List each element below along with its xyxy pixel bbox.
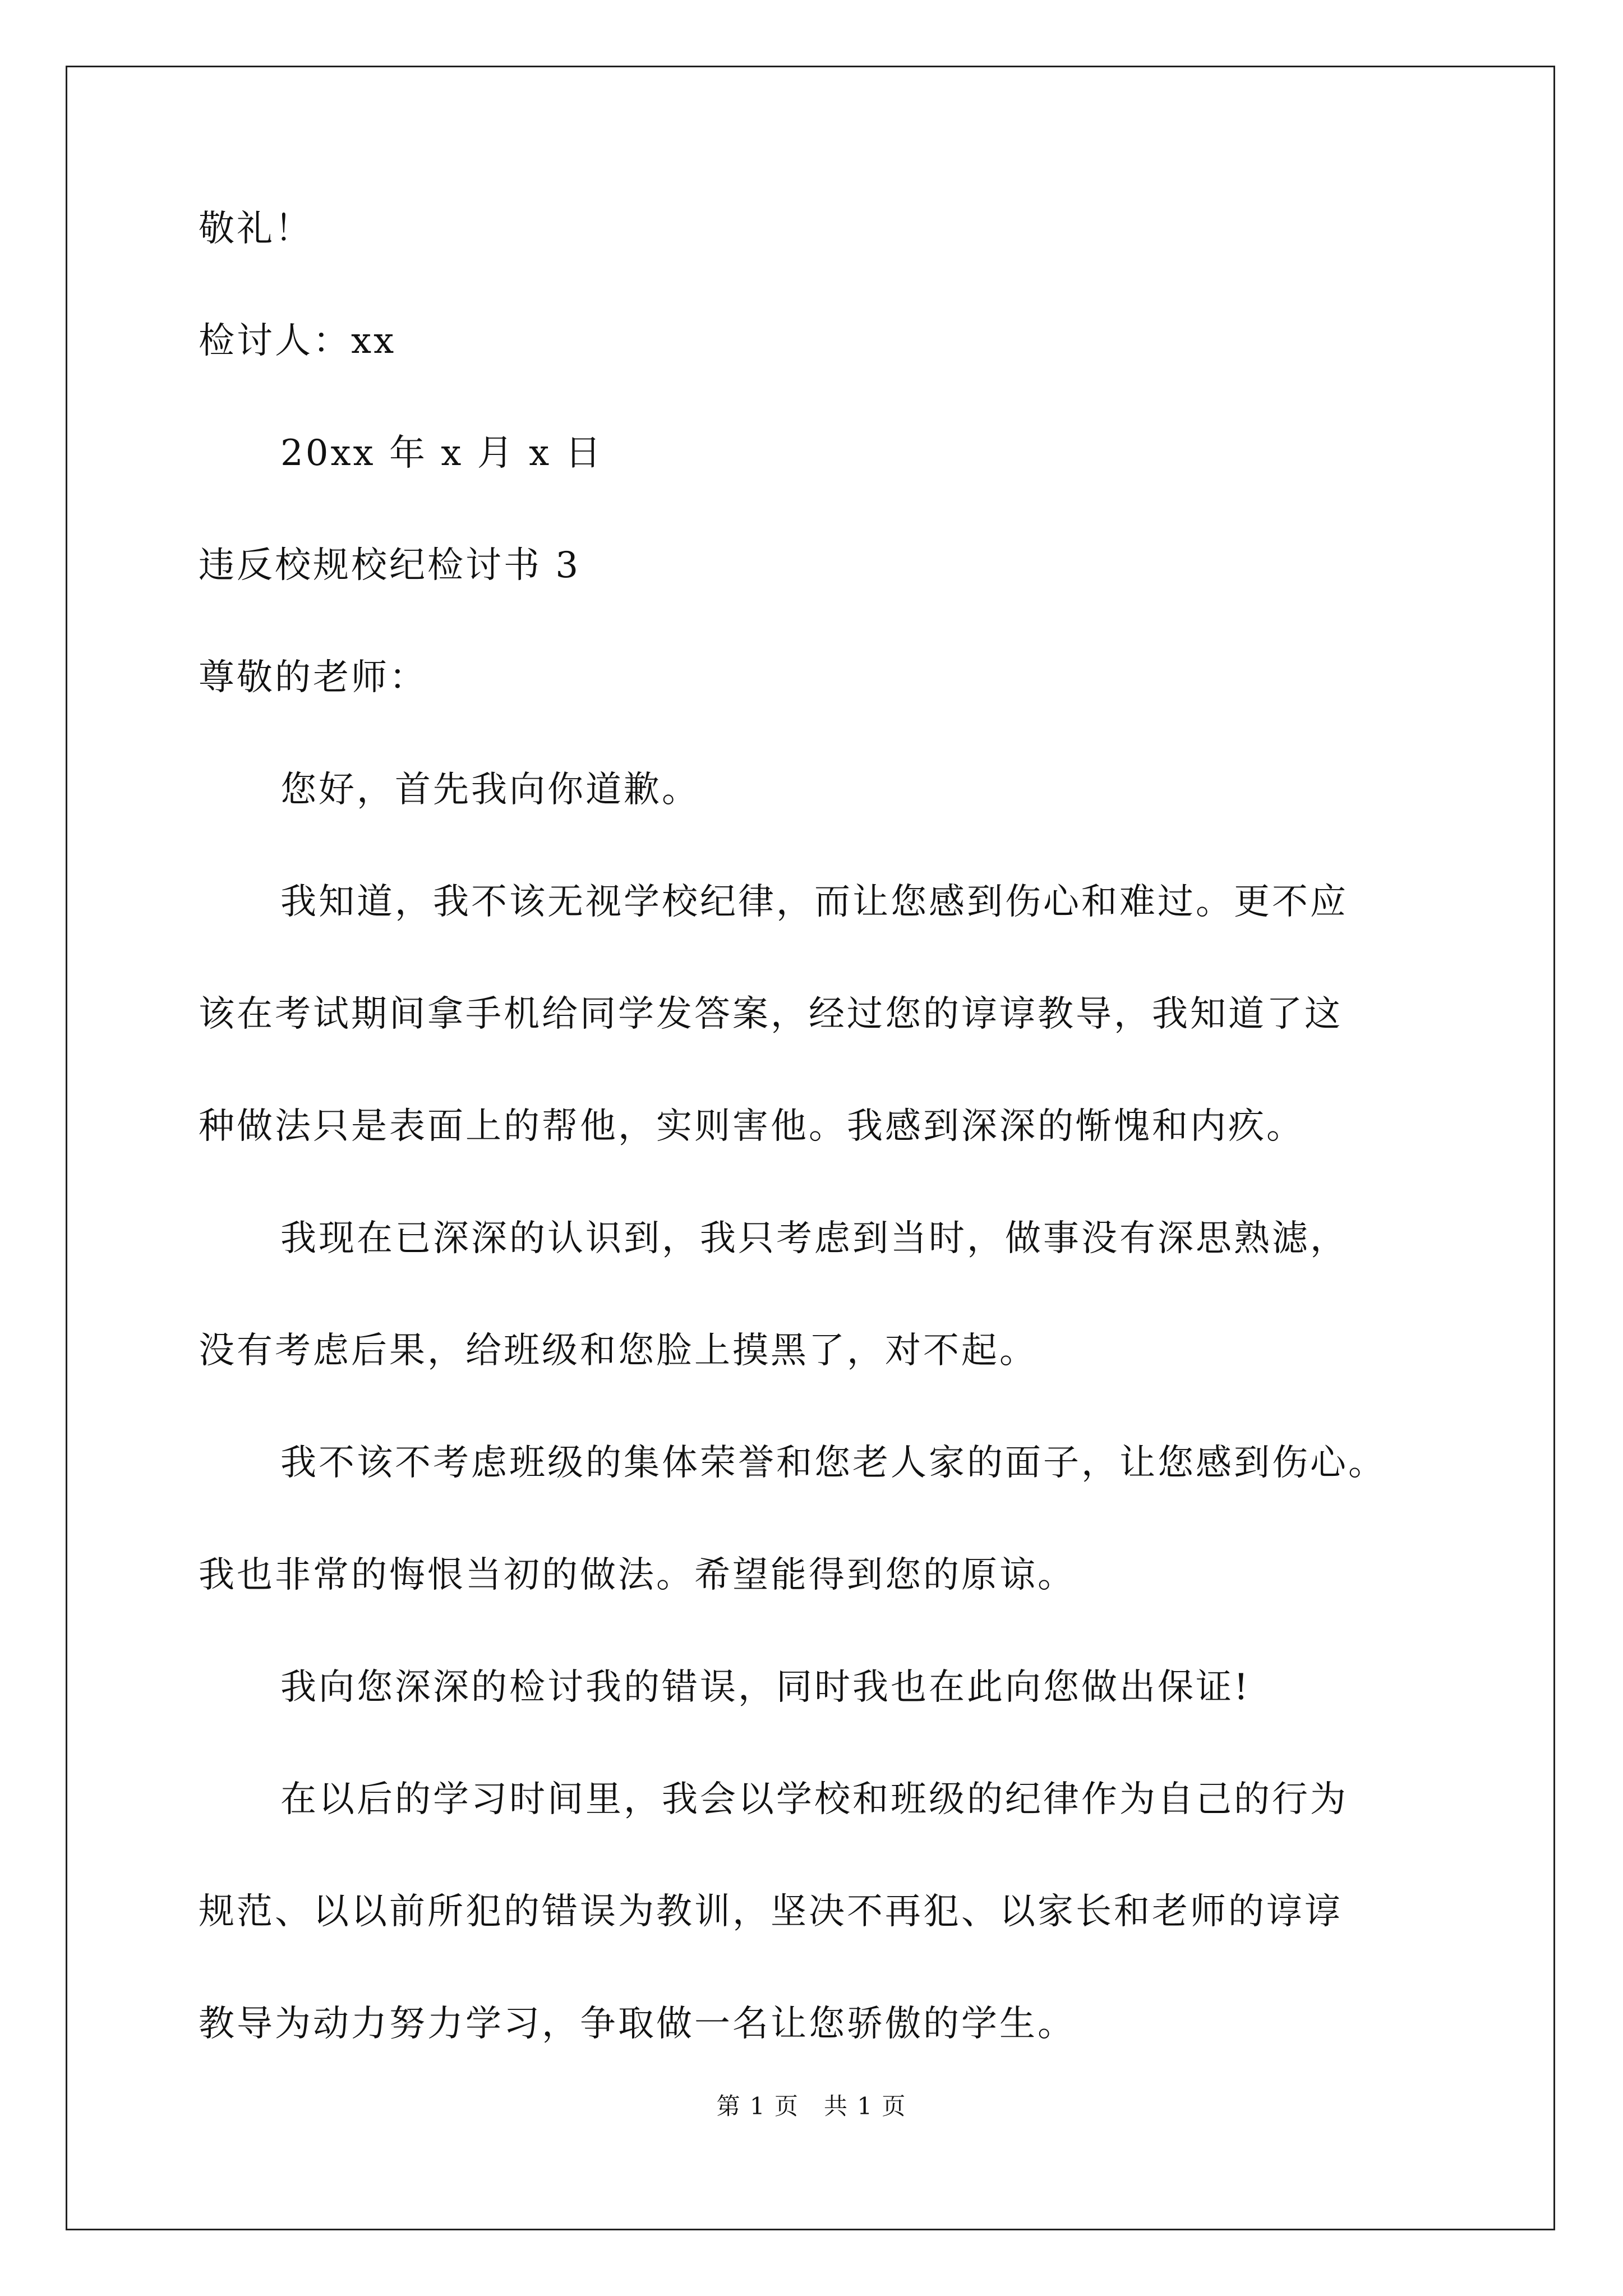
paragraph-line: 没有考虑后果，给班级和您脸上摸黑了，对不起。 (199, 1330, 1038, 1372)
paragraph-line: 该在考试期间拿手机给同学发答案，经过您的谆谆教导，我知道了这 (199, 993, 1343, 1035)
section-title: 违反校规校纪检讨书 3 (199, 545, 581, 586)
paragraph-line: 您好，首先我向你道歉。 (280, 769, 700, 811)
paragraph-line: 教导为动力努力学习，争取做一名让您骄傲的学生。 (199, 2003, 1076, 2045)
closing-salutation: 敬礼！ (199, 208, 313, 250)
paragraph-line: 在以后的学习时间里，我会以学校和班级的纪律作为自己的行为 (280, 1779, 1348, 1820)
paragraph-line: 我向您深深的检讨我的错误，同时我也在此向您做出保证! (280, 1667, 1251, 1708)
greeting: 尊敬的老师： (199, 657, 427, 698)
paragraph-line: 我不该不考虑班级的集体荣誉和您老人家的面子，让您感到伤心。 (280, 1442, 1386, 1484)
paragraph-line: 我现在已深深的认识到，我只考虑到当时，做事没有深思熟滤， (280, 1218, 1348, 1259)
paragraph-line: 我知道，我不该无视学校纪律，而让您感到伤心和难过。更不应 (280, 881, 1348, 923)
page-number-footer: 第 1 页 共 1 页 (716, 2092, 907, 2120)
paragraph-line: 种做法只是表面上的帮他，实则害他。我感到深深的惭愧和内疚。 (199, 1106, 1304, 1147)
signer-line: 检讨人：xx (199, 320, 396, 362)
paragraph-line: 规范、以以前所犯的错误为教训，坚决不再犯、以家长和老师的谆谆 (199, 1891, 1343, 1932)
paragraph-line: 我也非常的悔恨当初的做法。希望能得到您的原谅。 (199, 1554, 1076, 1596)
date-line: 20xx 年 x 月 x 日 (280, 432, 603, 474)
